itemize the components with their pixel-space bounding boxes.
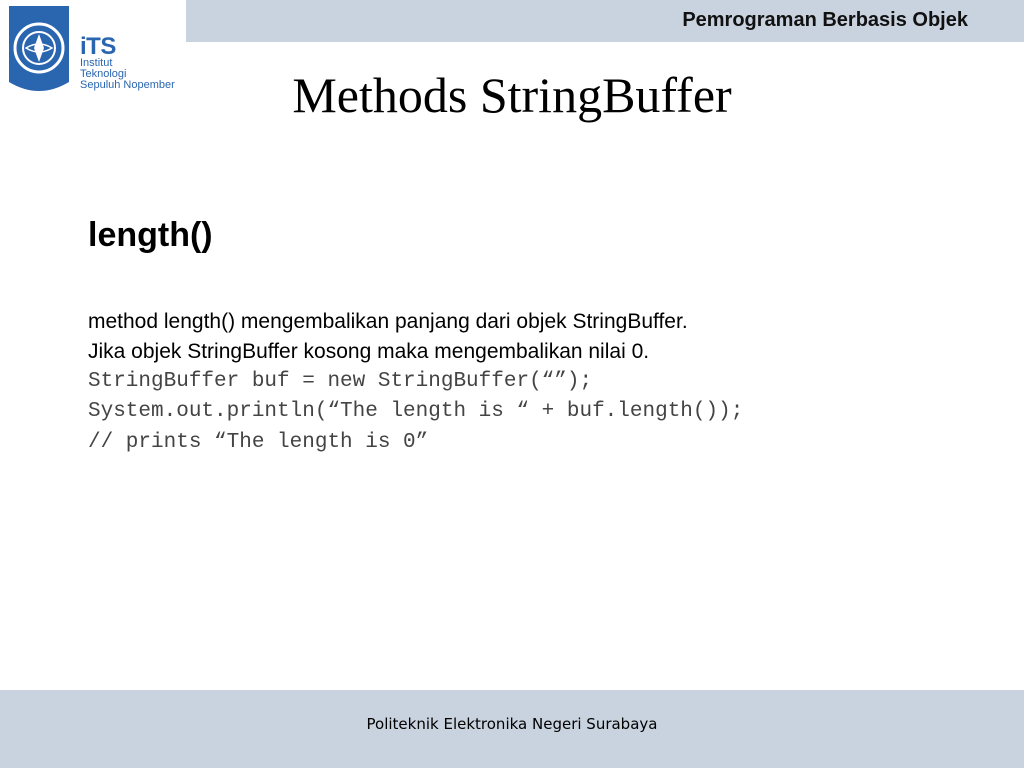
body-paragraph: method length() mengembalikan panjang dari objek StringBuffer.: [88, 310, 688, 333]
logo-line-3: Sepuluh Nopember: [80, 79, 175, 91]
code-line: StringBuffer buf = new StringBuffer(“”);: [88, 370, 593, 393]
logo-line-1: Institut: [80, 57, 113, 69]
code-line: // prints “The length is 0”: [88, 431, 429, 454]
header-band: [186, 0, 1024, 42]
slide-title: Methods StringBuffer: [292, 67, 732, 123]
footer-text: Politeknik Elektronika Negeri Surabaya: [366, 715, 658, 733]
logo-line-2: Teknologi: [80, 68, 127, 80]
logo-name: iTS: [80, 33, 116, 60]
course-title: Pemrograman Berbasis Objek: [682, 9, 968, 31]
section-heading: length(): [88, 216, 213, 254]
footer-band: [0, 690, 1024, 768]
code-line: System.out.println(“The length is “ + buf.length());: [88, 400, 744, 423]
body-paragraph: Jika objek StringBuffer kosong maka mengembalikan nilai 0.: [88, 340, 650, 363]
